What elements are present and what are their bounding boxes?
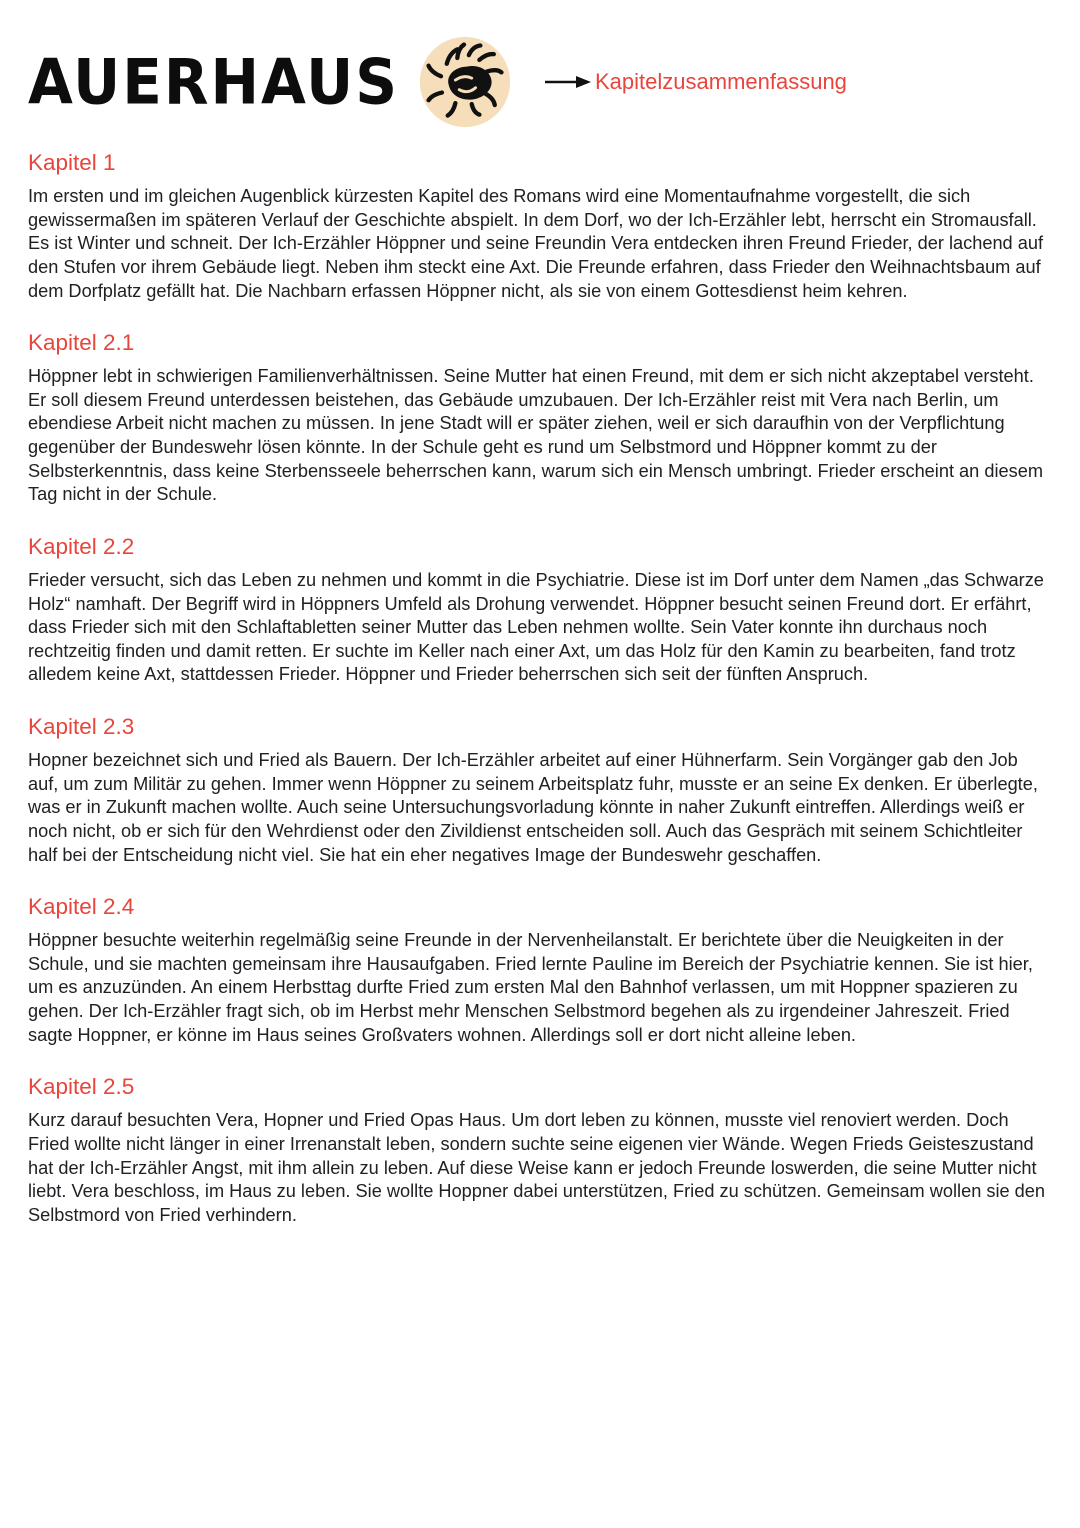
section-body: Frieder versucht, sich das Leben zu nehmen und kommt in die Psychiatrie. Diese ist im Dorf unter dem Namen „das Schwarze Holz“ namhaft. Der Begriff wird in Höppners Umfeld als Drohung verwendet. Höppner besucht seinen Freund dort. Er erfährt, dass Frieder sich mit den Schlaftabletten seiner Mutter das Leben nehmen wollte. Sein Vater konnte ihn durchaus noch rechtzeitig finden und damit retten. Er suchte im Keller nach einer Axt, um das Holz für den Kamin zu bearbeiten, fand trotz alledem keine Axt, stattdessen Frieder. Höppner und Frieder beherrschen sich seit der fünften Anspruch. [28,569,1044,685]
arrow-right-icon [545,74,591,90]
section-kapitel-2-2 [28,534,1052,687]
section-heading: Kapitel 2.5 [28,1074,135,1100]
bug-doodle-icon [417,34,513,130]
section-heading: Kapitel 1 [28,150,116,175]
section-heading: Kapitel 2.4 [28,894,135,920]
section-heading: Kapitel 2.3 [28,714,135,740]
section-body: Höppner besuchte weiterhin regelmäßig seine Freunde in der Nervenheilanstalt. Er berichtete über die Neuigkeiten in der Schule, und sie machten gemeinsam ihre Hausaufgaben. Fried lernte Pauline im Bereich der Psychiatrie kennen. Sie ist hier, um es anzuzünden. An einem Herbsttag durfte Fried zum ersten Mal den Bahnhof verlassen, um mit Hoppner spazieren zu gehen. Der Ich-Erzähler fragt sich, ob im Herbst mehr Menschen Selbstmord begehen als zu irgendeiner Jahreszeit. Fried sagte Hoppner, er könne im Haus seines Großvaters wohnen. Allerdings soll er dort nicht alleine leben. [28,930,1033,1045]
summary-content [28,150,1052,1228]
section-body: Höppner lebt in schwierigen Familienverhältnissen. Seine Mutter hat einen Freund, mit dem er sich nicht akzeptabel versteht. Er soll diesem Freund unterdessen beistehen, das Gebäude umzubauen. Der Ich-Erzähler reist mit Vera nach Berlin, um ebendiese Arbeit nicht machen zu müssen. In jene Stadt will er später ziehen, weil er sich daraufhin von der Verpflichtung gegenüber der Bundeswehr lösen könnte. In der Schule geht es rund um Selbstmord und Höppner kommt zu der Selbsterkenntnis, dass keine Sterbensseele beherrschen kann, warum sich ein Mensch umbringt. Frieder erscheint an diesem Tag nicht in der Schule. [28,366,1043,505]
auerhaus-logo: AUERHAUS [28,45,399,119]
section-kapitel-2-5 [28,1074,1052,1227]
section-kapitel-2-1 [28,330,1052,507]
section-body: Im ersten und im gleichen Augenblick kürzesten Kapitel des Romans wird eine Momentaufnahme vorgestellt, die sich gewissermaßen im späteren Verlauf der Geschichte abspielt. In dem Dorf, wo der Ich-Erzähler lebt, herrscht ein Stromausfall. Es ist Winter und schneit. Der Ich-Erzähler Höppner und seine Freundin Vera entdecken ihren Freund Frieder, der lachend auf den Stufen vor ihrem Gebäude liegt. Neben ihm steckt eine Axt. Die Freunde erfahren, dass Frieder den Weihnachtsbaum auf dem Dorfplatz gefällt hat. Die Nachbarn erfassen Höppner nicht, als sie von einem Gottesdienst heim kehren. [28,185,1044,301]
section-body: Kurz darauf besuchten Vera, Hopner und Fried Opas Haus. Um dort leben zu können, musste viel renoviert werden. Doch Fried wollte nicht länger in einer Irrenanstalt leben, sondern suchte seine eigenen vier Wände. Wegen Frieds Geisteszustand hat der Ich-Erzähler Angst, mit ihm allein zu leben. Auf diese Weise kann er jedoch Freunde loswerden, die seine Mutter nicht liebt. Vera beschloss, im Haus zu leben. Sie wollte Hoppner dabei unterstützen, Fried zu schützen. Gemeinsam wollen sie den Selbstmord von Fried verhindern. [28,1110,1046,1225]
section-kapitel-1 [28,150,1052,303]
section-body: Hopner bezeichnet sich und Fried als Bauern. Der Ich-Erzähler arbeitet auf einer Hühnerfarm. Sein Vorgänger gab den Job auf, um zum Militär zu gehen. Immer wenn Höppner zu seinem Arbeitsplatz fuhr, musste er an seine Ex denken. Er überlegte, was er in Zukunft machen wollte. Auch seine Untersuchungsvorladung könnte in naher Zukunft eintreffen. Allerdings weiß er noch nicht, ob er sich für den Wehrdienst oder den Zivildienst entscheiden soll. Auch das Gespräch mit seinem Schichtleiter half bei der Entscheidung nicht viel. Sie hat ein eher negatives Image der Bundeswehr geschaffen. [28,750,1038,865]
section-heading: Kapitel 2.1 [28,330,135,356]
subtitle-row [545,69,847,95]
page-subtitle: Kapitelzusammenfassung [595,69,847,94]
section-heading: Kapitel 2.2 [28,533,135,559]
header [28,34,1052,130]
section-kapitel-2-3 [28,714,1052,867]
section-kapitel-2-4 [28,894,1052,1047]
